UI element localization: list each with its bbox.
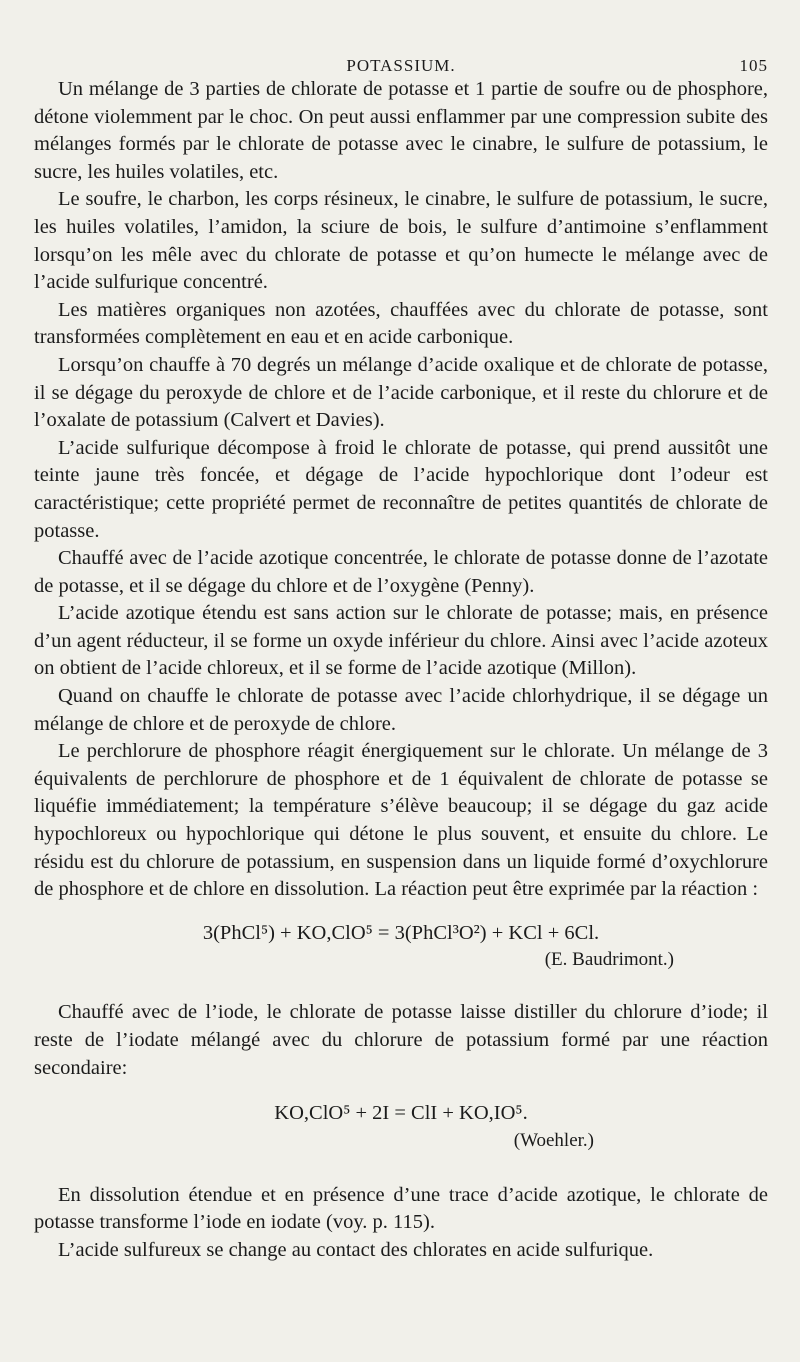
- paragraph: Chauffé avec de l’iode, le chlorate de potasse laisse distiller du chlorure d’iode; il reste de l’iodate mélangé avec du chlorure de potassium formé par une réaction secondaire:: [34, 1001, 768, 1079]
- page: [34, 52, 768, 1265]
- citation: (Woehler.): [513, 1129, 594, 1151]
- citation: (E. Baudrimont.): [544, 949, 674, 971]
- running-header: [34, 52, 768, 76]
- paragraph: L’acide azotique étendu est sans action sur le chlorate de potasse; mais, en présence d’un agent réducteur, il se forme un oxyde inférieur du chlore. Ainsi avec l’acide azoteux on obtient de l’acide chloreux, et il se forme de l’acide azotique (Millon).: [34, 602, 768, 680]
- paragraph: Chauffé avec de l’acide azotique concentrée, le chlorate de potasse donne de l’azotate de potasse, et il se dégage du chlore et de l’oxygène (Penny).: [34, 547, 768, 597]
- paragraph: L’acide sulfurique décompose à froid le chlorate de potasse, qui prend aussitôt une teinte jaune très foncée, et dégage de l’acide hypochlorique dont l’odeur est caractéristique; cette propriété permet de reconnaître de petites quantités de chlorate de potasse.: [34, 436, 768, 542]
- page-number: 105: [739, 56, 768, 75]
- paragraph: En dissolution étendue et en présence d’une trace d’acide azotique, le chlorate de potasse transforme l’iode en iodate (voy. p. 115).: [34, 1183, 768, 1234]
- paragraph: Un mélange de 3 parties de chlorate de potasse et 1 partie de soufre ou de phosphore, détone violemment par le choc. On peut aussi enflammer par une compression subite des mélanges formés par le chlorate de potasse avec le cinabre, le sulfure de potassium, le sucre, les huiles volatiles, etc.: [34, 78, 768, 183]
- paragraph: Les matières organiques non azotées, chauffées avec du chlorate de potasse, sont transformées complètement en eau et en acide carbonique.: [34, 298, 768, 349]
- chemical-equation: KO,ClO⁵ + 2I = ClI + KO,IO⁵.: [274, 1102, 528, 1125]
- paragraph: L’acide sulfureux se change au contact des chlorates en acide sulfurique.: [58, 1238, 654, 1261]
- paragraph: Lorsqu’on chauffe à 70 degrés un mélange d’acide oxalique et de chlorate de potasse, il se dégage du peroxyde de chlore et de l’acide carbonique, et il reste du chlorure et de l’oxalate de potassium (Calvert et Davies).: [34, 353, 768, 432]
- chemical-equation: 3(PhCl⁵) + KO,ClO⁵ = 3(PhCl³O²) + KCl + 6Cl.: [202, 921, 600, 944]
- paragraph: Quand on chauffe le chlorate de potasse avec l’acide chlorhydrique, il se dégage un mélange de chlore et de peroxyde de chlore.: [34, 685, 768, 735]
- running-title: POTASSIUM.: [346, 56, 456, 75]
- paragraph: Le soufre, le charbon, les corps résineux, le cinabre, le sulfure de potassium, le sucre, les huiles volatiles, l’amidon, la sciure de bois, le sulfure d’antimoine s’enflamment lorsqu’on les mêle avec du chlorate de potasse et qu’on humecte le mélange avec de l’acide sulfurique concentré.: [34, 188, 768, 294]
- paragraph: Le perchlorure de phosphore réagit énergiquement sur le chlorate. Un mélange de 3 équivalents de perchlorure de phosphore et de 1 équivalent de chlorate de potasse se liquéfie immédiatement; la température s’élève beaucoup; il se dégage du gaz acide hypochloreux ou hypochlorique qui détone le plus souvent, et ensuite du chlore. Le résidu est du chlorure de potassium, en suspension dans un liquide formé d’oxychlorure de phosphore et de chlore en dissolution. La réaction peut être exprimée par la réaction :: [34, 740, 768, 901]
